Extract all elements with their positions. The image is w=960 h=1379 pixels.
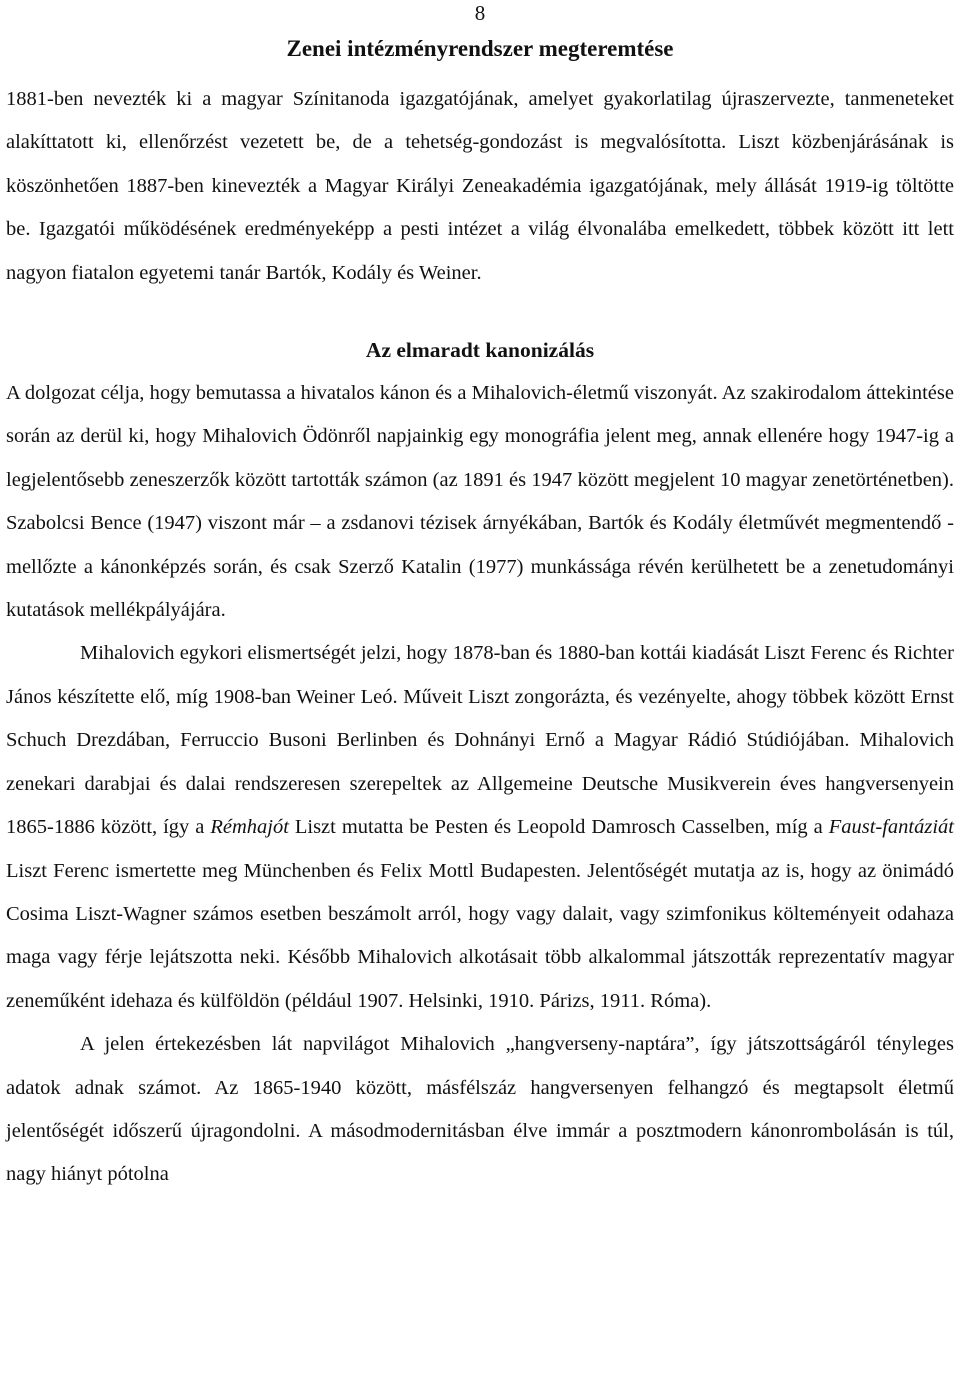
paragraph-recognition-text-2: Liszt mutatta be Pesten és Leopold Damrosch Casselben, míg a [288, 816, 829, 839]
work-title-remhajo: Rémhajót [210, 816, 289, 839]
section-heading-canonization: Az elmaradt kanonizálás [365, 338, 595, 363]
work-title-faust-fantazia: Faust-fantáziát [828, 816, 954, 839]
paragraph-thesis-aim: A dolgozat célja, hogy bemutassa a hivatalos kánon és a Mihalovich-életmű viszonyát. Az szakirodalom áttekintése során az derül ki, hogy Mihalovich Ödönről napjainkig egy monográfia jelent meg, annak ellenére hogy 1947-ig a legjelentősebb zeneszerzők között tartották számon (az 1891 és 1947 között megjelent 10 magyar zenetörténetben). Szabolcsi Bence (1947) viszont már – a zsdanovi tézisek árnyékában, Bartók és Kodály életművét megmentendő - mellőzte a kánonképzés során, és csak Szerző Katalin (1977) munkássága révén kerülhetett be a zenetudományi kutatások mellékpályájára. [6, 382, 954, 622]
paragraph-recognition-text-1: Mihalovich egykori elismertségét jelzi, hogy 1878-ban és 1880-ban kottái kiadását Liszt Ferenc és Richter János készítette elő, míg 1908-ban Weiner Leó. Műveit Liszt zongorázta, és vezényelte, ahogy többek között Ernst Schuch Drezdában, Ferruccio Busoni Berlinben és Dohnányi Ernő a Magyar Rádió Stúdiójában. Mihalovich zenekari darabjai és dalai rendszeresen szerepeltek az Allgemeine Deutsche Musikverein éves hangversenyein 1865-1886 között, így a [6, 642, 954, 839]
paragraph-recognition-text-3: Liszt Ferenc ismertette meg Münchenben és Felix Mottl Budapesten. Jelentőségét mutatja az is, hogy az önimádó Cosima Liszt-Wagner számos esetben beszámolt arról, hogy vagy dalait, vagy szimfonikus költeményeit odahaza maga vagy férje lejátszotta neki. Később Mihalovich alkotásait több alkalommal játszották reprezentatív magyar zeneműként idehaza és külföldön (például 1907. Helsinki, 1910. Párizs, 1911. Róma). [6, 859, 954, 1012]
paragraph-concert-calendar: A jelen értekezésben lát napvilágot Mihalovich „hangverseny-naptára”, így játszottságáról tényleges adatok adnak számot. Az 1865-1940 között, másfélszáz hangversenyen felhangzó és megtapsolt életmű jelentőségét időszerű újragondolni. A másodmodernitásban élve immár a posztmodern kánonrombolásán is túl, nagy hiányt pótolna [6, 1033, 954, 1186]
paragraph-institutions: 1881-ben nevezték ki a magyar Színitanoda igazgatójának, amelyet gyakorlatilag újraszervezte, tanmeneteket alakíttatott ki, ellenőrzést vezetett be, de a tehetség-gondozást is megvalósította. Liszt közbenjárásának is köszönhetően 1887-ben kinevezték a Magyar Királyi Zeneakadémia igazgatójának, mely állását 1919-ig töltötte be. Igazgatói működésének eredményeképp a pesti intézet a világ élvonalába emelkedett, többek között itt lett nagyon fiatalon egyetemi tanár Bartók, Kodály és Weiner. [6, 88, 954, 284]
paragraph-recognition [6, 632, 954, 1023]
section-heading-institutions: Zenei intézményrendszer megteremtése [286, 36, 674, 61]
page-number: 8 [474, 1, 486, 25]
document-page [6, 0, 954, 1197]
